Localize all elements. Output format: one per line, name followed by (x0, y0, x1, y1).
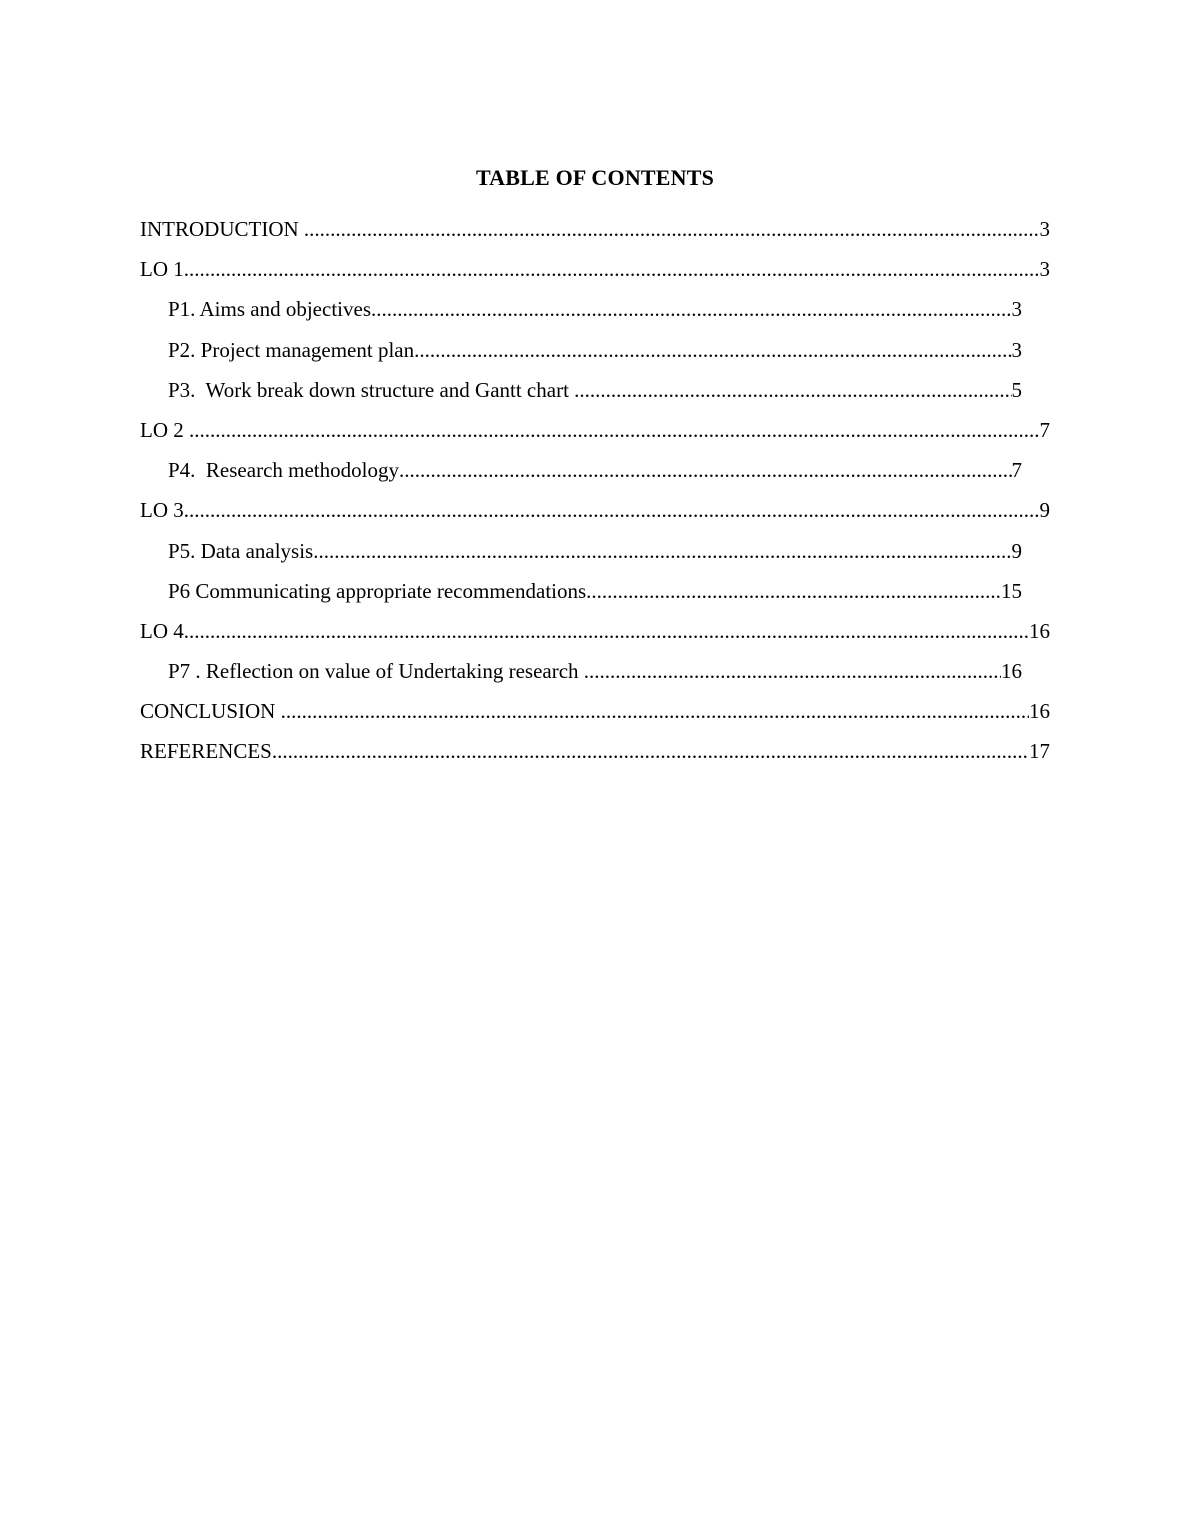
toc-leader (574, 373, 1011, 407)
toc-leader (184, 252, 1040, 286)
toc-entry-page: 3 (1011, 337, 1022, 362)
toc-leader (304, 212, 1040, 246)
toc-entry-page: 16 (1029, 699, 1050, 724)
toc-entry-introduction[interactable] (140, 212, 1050, 252)
toc-entry-label: P6 Communicating appropriate recommendations (168, 578, 587, 603)
toc-entry-lo4[interactable] (140, 614, 1050, 654)
toc-leader (272, 734, 1029, 768)
toc-entry-page: 17 (1029, 739, 1050, 764)
toc-entry-lo2[interactable] (140, 413, 1050, 453)
toc-entry-label: CONCLUSION (140, 699, 281, 724)
toc-entry-label: LO 4 (140, 618, 184, 643)
toc-entry-label: P5. Data analysis (168, 538, 314, 563)
toc-leader (281, 694, 1029, 728)
toc-title: TABLE OF CONTENTS (475, 165, 715, 190)
toc-entry-label: P4. Research methodology (168, 458, 399, 483)
toc-entry-p4[interactable] (168, 453, 1022, 493)
toc-leader (414, 333, 1011, 367)
toc-entry-lo3[interactable] (140, 493, 1050, 533)
toc-entry-p1[interactable] (168, 292, 1022, 332)
toc-entry-label: P7 . Reflection on value of Undertaking research (168, 659, 584, 684)
toc-leader (184, 614, 1029, 648)
toc-entry-p3[interactable] (168, 373, 1022, 413)
toc-entry-page: 9 (1039, 498, 1050, 523)
toc-entry-label: INTRODUCTION (140, 217, 304, 241)
toc-leader (371, 292, 1012, 326)
toc-leader (399, 453, 1012, 487)
toc-entry-label: LO 3 (140, 498, 184, 523)
toc-leader (313, 534, 1011, 568)
toc-entry-lo1[interactable] (140, 252, 1050, 292)
toc-entry-label: P2. Project management plan (168, 337, 415, 362)
toc-leader (189, 413, 1040, 447)
toc-entry-label: P1. Aims and objectives (168, 297, 371, 322)
toc-entry-page: 7 (1039, 417, 1050, 442)
toc-entry-page: 3 (1039, 257, 1050, 282)
toc-entry-page: 16 (1001, 659, 1022, 684)
toc-entry-p2[interactable] (168, 333, 1022, 373)
toc-entry-page: 5 (1011, 377, 1022, 402)
toc-entry-page: 7 (1011, 458, 1022, 483)
toc-entry-label: LO 2 (140, 417, 189, 442)
toc-entry-page: 3 (1011, 297, 1022, 322)
toc-entry-references[interactable] (140, 734, 1050, 774)
toc-entry-p5[interactable] (168, 534, 1022, 574)
toc-entry-page: 3 (1039, 217, 1050, 241)
toc-entry-conclusion[interactable] (140, 694, 1050, 734)
toc-leader (184, 493, 1040, 527)
toc-entry-label: P3. Work break down structure and Gantt chart (168, 377, 575, 402)
toc-entry-page: 9 (1011, 538, 1022, 563)
toc-entry-page: 16 (1029, 618, 1050, 643)
toc-entry-p7[interactable] (168, 654, 1022, 694)
toc-entry-p6[interactable] (168, 574, 1022, 614)
toc-list (140, 212, 1050, 775)
toc-leader (586, 574, 1001, 608)
toc-entry-label: REFERENCES (140, 739, 272, 764)
toc-leader (584, 654, 1001, 688)
toc-entry-label: LO 1 (140, 257, 184, 282)
toc-entry-page: 15 (1001, 578, 1022, 603)
